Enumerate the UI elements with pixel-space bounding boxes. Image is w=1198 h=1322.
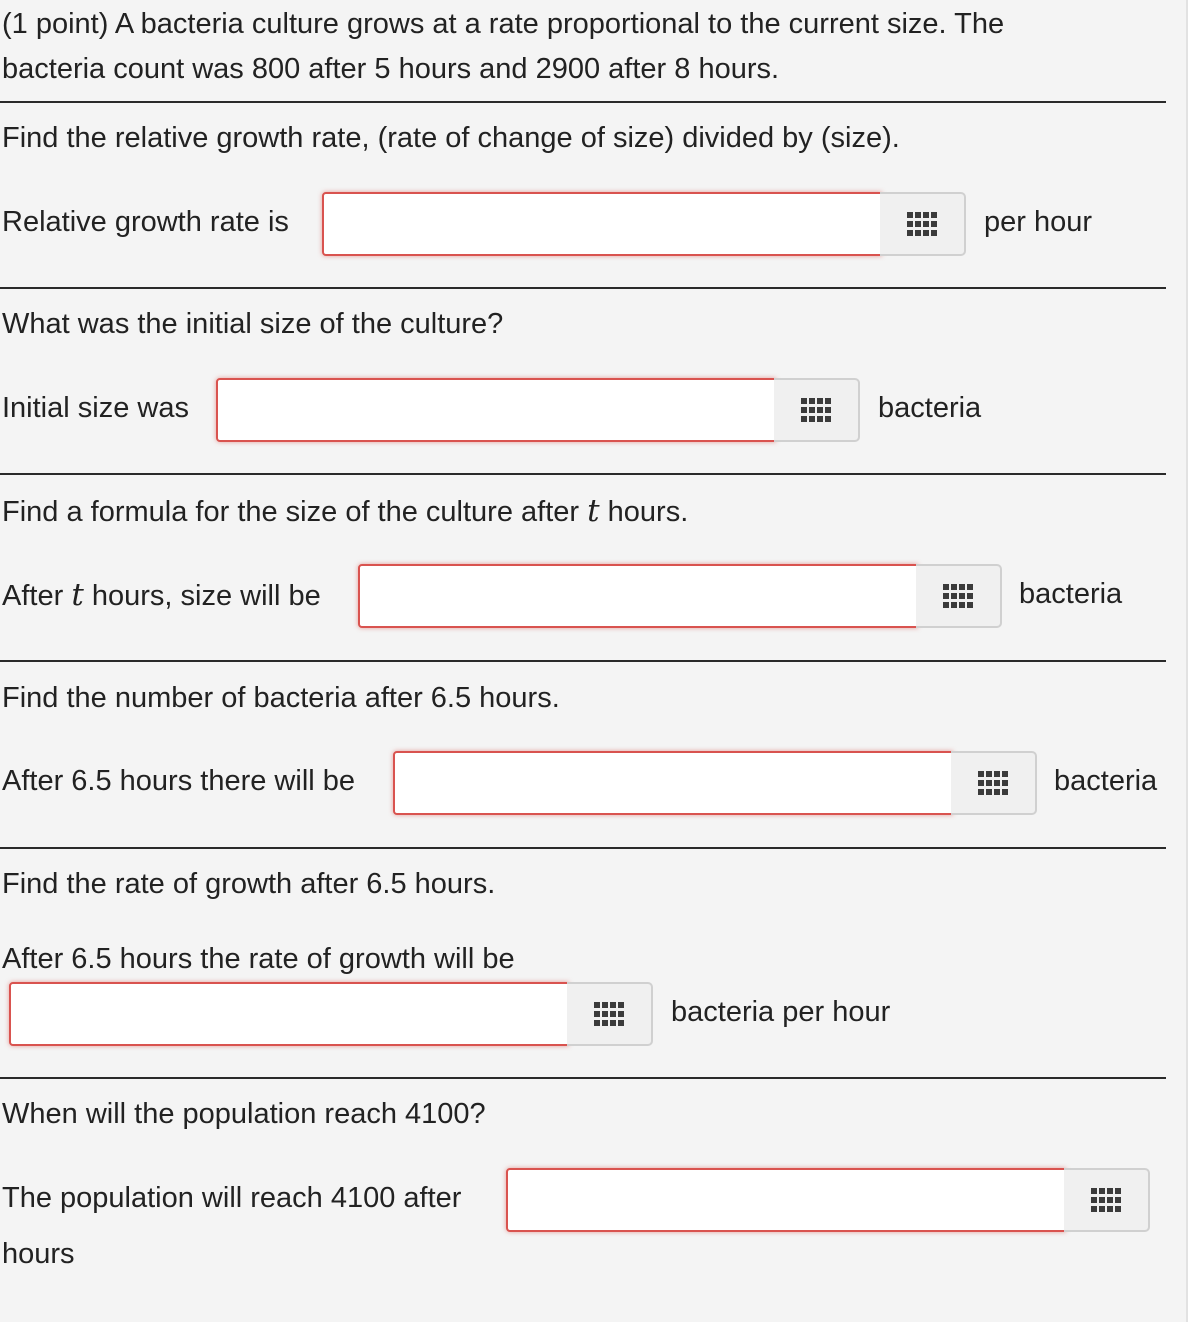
size-formula-input[interactable]	[358, 564, 918, 628]
question-size-formula	[2, 493, 689, 529]
label-initial-size: Initial size was	[2, 392, 189, 424]
unit-bacteria-per-hour: bacteria per hour	[671, 996, 891, 1028]
question-time-to-reach-4100: When will the population reach 4100?	[2, 1098, 486, 1130]
unit-bacteria: bacteria	[878, 392, 982, 424]
label-relative-growth-rate: Relative growth rate is	[2, 206, 289, 238]
question-relative-growth-rate: Find the relative growth rate, (rate of change of size) divided by (size).	[2, 122, 900, 154]
relative-growth-rate-input[interactable]	[322, 192, 882, 256]
section-divider	[0, 660, 1166, 662]
section-divider	[0, 287, 1166, 289]
label-bacteria-after-6-5: After 6.5 hours there will be	[2, 765, 356, 797]
label-size-formula	[2, 577, 321, 613]
question-initial-size: What was the initial size of the culture?	[2, 308, 504, 340]
growth-rate-after-6-5-input[interactable]	[9, 982, 569, 1046]
equation-palette-button[interactable]	[951, 751, 1037, 815]
variable-t: t	[71, 577, 84, 613]
equation-palette-button[interactable]	[774, 378, 860, 442]
question-size-formula-pre: Find a formula for the size of the culture after	[2, 496, 588, 528]
equation-palette-icon	[801, 398, 831, 422]
initial-size-input[interactable]	[216, 378, 776, 442]
section-divider	[0, 847, 1166, 849]
unit-bacteria: bacteria	[1054, 765, 1158, 797]
label-growth-rate-after-6-5: After 6.5 hours the rate of growth will be	[2, 943, 515, 975]
window-edge	[1188, 0, 1198, 1322]
variable-t: t	[587, 493, 600, 529]
question-bacteria-after-6-5: Find the number of bacteria after 6.5 hours.	[2, 682, 560, 714]
label-time-to-reach-4100: The population will reach 4100 after	[2, 1182, 462, 1214]
equation-palette-button[interactable]	[1064, 1168, 1150, 1232]
unit-bacteria: bacteria	[1019, 578, 1123, 610]
problem-intro-line-1: (1 point) A bacteria culture grows at a rate proportional to the current size. The	[2, 8, 1005, 40]
section-divider	[0, 473, 1166, 475]
equation-palette-icon	[978, 771, 1008, 795]
question-growth-rate-after-6-5: Find the rate of growth after 6.5 hours.	[2, 868, 496, 900]
time-to-reach-4100-input[interactable]	[506, 1168, 1066, 1232]
equation-palette-icon	[943, 584, 973, 608]
equation-palette-button[interactable]	[567, 982, 653, 1046]
equation-palette-icon	[594, 1002, 624, 1026]
question-size-formula-post: hours.	[599, 496, 689, 528]
equation-palette-icon	[1091, 1188, 1121, 1212]
section-divider	[0, 1077, 1166, 1079]
equation-palette-icon	[907, 212, 937, 236]
bacteria-after-6-5-input[interactable]	[393, 751, 953, 815]
section-divider	[0, 101, 1166, 103]
equation-palette-button[interactable]	[916, 564, 1002, 628]
problem-intro-line-2: bacteria count was 800 after 5 hours and 2900 after 8 hours.	[2, 53, 780, 85]
label-size-formula-post: hours, size will be	[83, 580, 321, 612]
unit-per-hour: per hour	[984, 206, 1093, 238]
unit-hours: hours	[2, 1238, 75, 1270]
equation-palette-button[interactable]	[880, 192, 966, 256]
label-size-formula-pre: After	[2, 580, 72, 612]
